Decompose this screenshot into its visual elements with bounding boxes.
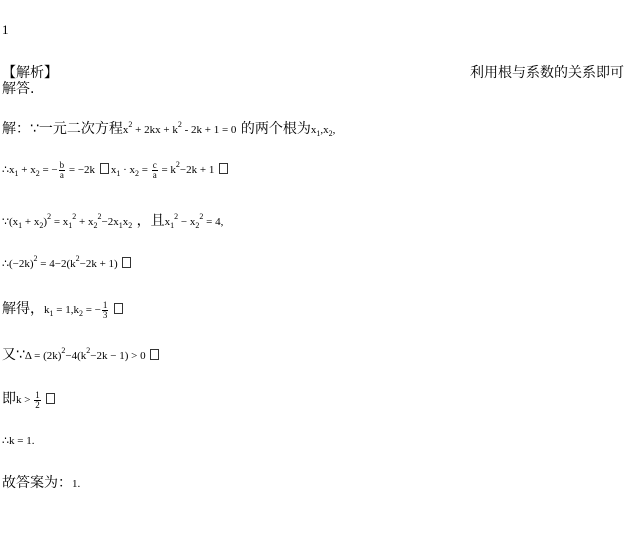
analysis-tag: 【解析】 [2, 65, 58, 81]
solve-line: 解得，$k_1 = 1,k_2$ = − $\frac{1}{3}$ [2, 298, 125, 320]
discriminant-line: 又∵Δ = $(2k)^2-4(k^2-2k - 1) > 0$ [2, 344, 161, 364]
separator-box [219, 163, 228, 174]
question-number: 1 [2, 22, 9, 37]
answer-line: 故答案为：1. [2, 475, 81, 491]
conclusion-line: ∴k = 1. [2, 435, 35, 447]
identity-line: $\because(x_1 + x_2)^2 = x_1^2 + x_2^2-2x_1x_2$ ，且$x_1^2 - x_2^2 = 4$, [2, 212, 224, 230]
analysis-summary-cont: 解答. [2, 81, 35, 97]
separator-box [100, 163, 109, 174]
vieta-line: $\therefore x_1 + x_2$ = − $\frac{b}{a}$ = −2k $x_1 \cdot x_2$ = $\frac{c}{a}$ = $k^2-2k + 1$ [2, 160, 230, 180]
answer-value: 1. [72, 478, 81, 490]
equation: $x^2 + 2kx + k^2 - 2k + 1 = 0$ [122, 120, 237, 136]
solution-intro-line: 解：∵一元二次方程$x^2 + 2kx + k^2 - 2k + 1 = 0$ 的两个根为$x_1,x_2$, [2, 120, 336, 138]
range-line: 即k > $\frac{1}{2}$ [2, 388, 57, 410]
analysis-summary: 利用根与系数的关系即可 [470, 65, 624, 81]
substitution-line: $\therefore(-2k)^2 = 4-2(k^2-2k + 1)$ [2, 254, 133, 270]
